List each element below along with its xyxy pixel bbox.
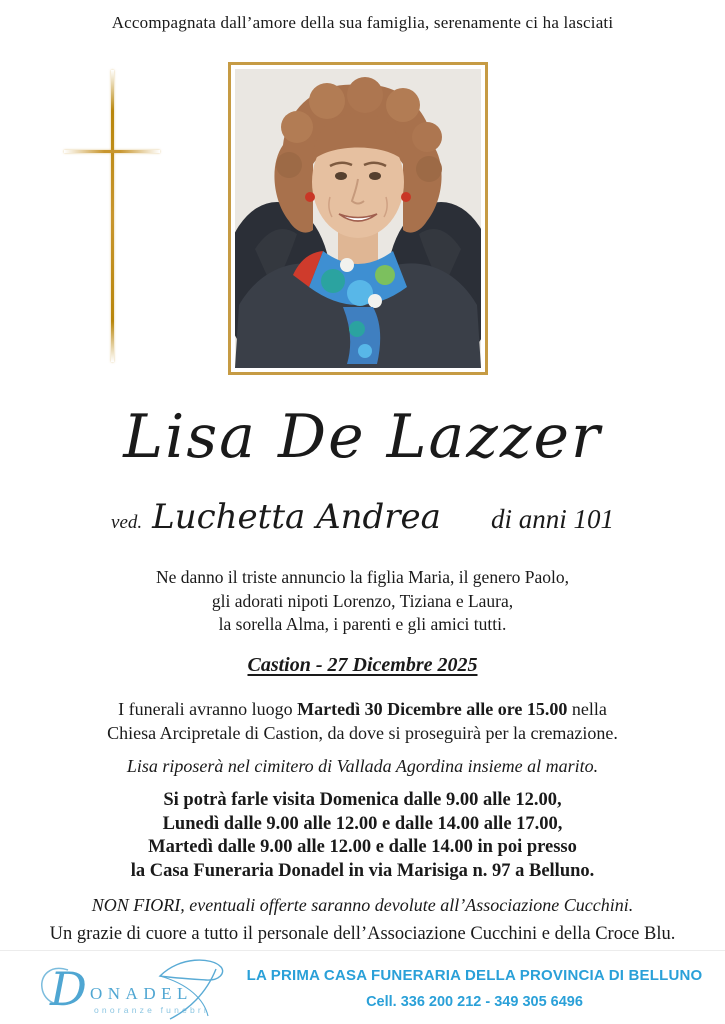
donadel-logo — [34, 954, 234, 1022]
no-flowers-line: NON FIORI, eventuali offerte saranno devolute all’Associazione Cucchini. — [91, 895, 634, 915]
visit-line: Si potrà farle visita Domenica dalle 9.00 alle 12.00, — [163, 790, 562, 810]
funeral-text-pre: I funerali avranno luogo — [118, 699, 293, 719]
cross-horizontal-bar — [64, 150, 160, 153]
cross-vertical-bar — [111, 70, 114, 362]
visiting-hours — [0, 789, 725, 883]
logo-initial: D — [50, 962, 87, 1016]
deceased-subtitle — [0, 497, 725, 537]
logo-wordmark: ONADEL — [90, 984, 193, 1003]
visit-line: Martedì dalle 9.00 alle 12.00 e dalle 14.00 in poi presso — [148, 837, 577, 857]
family-announcement — [0, 566, 725, 637]
widow-of-name: Luchetta Andrea — [152, 497, 441, 537]
thanks-line: Un grazie di cuore a tutto il personale dell’Associazione Cucchini e della Croce Blu. — [49, 924, 676, 944]
logo-subtitle: onoranze funebri — [94, 1005, 209, 1015]
funeral-text-post: nella — [571, 699, 607, 719]
intro-line: Accompagnata dall’amore della sua famiglia, serenamente ci ha lasciati — [111, 13, 614, 32]
visit-line: la Casa Funeraria Donadel in via Marisiga n. 97 a Belluno. — [130, 860, 595, 881]
deceased-name: Lisa De Lazzer — [123, 402, 602, 472]
visit-line: Lunedì dalle 9.00 alle 12.00 e dalle 14.00 alle 17.00, — [162, 813, 563, 834]
portrait-photo — [228, 62, 488, 375]
widow-prefix: ved. — [111, 512, 143, 533]
funeral-text-line2: Chiesa Arcipretale di Castion, da dove si proseguirà per la cremazione. — [107, 723, 618, 743]
cross-icon — [64, 70, 160, 362]
footer-tagline: LA PRIMA CASA FUNERARIA DELLA PROVINCIA DI BELLUNO — [246, 966, 703, 984]
announcement-line: la sorella Alma, i parenti e gli amici tutti. — [218, 614, 507, 634]
resting-place-line: Lisa riposerà nel cimitero di Vallada Agordina insieme al marito. — [126, 756, 599, 776]
footer-phone-numbers: Cell. 336 200 212 - 349 305 6496 — [366, 993, 583, 1010]
funeral-details — [0, 697, 725, 745]
place-and-date: Castion - 27 Dicembre 2025 — [247, 654, 478, 676]
announcement-line: Ne danno il triste annuncio la figlia Maria, il genero Paolo, — [155, 567, 570, 587]
footer-contact — [234, 967, 715, 1010]
funeral-datetime: Martedì 30 Dicembre alle ore 15.00 — [297, 699, 568, 719]
age-text: di anni 101 — [490, 504, 614, 534]
calla-lily-icon — [160, 960, 223, 980]
portrait-illustration — [235, 69, 481, 368]
announcement-line: gli adorati nipoti Lorenzo, Tiziana e Laura, — [211, 590, 514, 611]
funeral-home-footer — [0, 950, 725, 1024]
